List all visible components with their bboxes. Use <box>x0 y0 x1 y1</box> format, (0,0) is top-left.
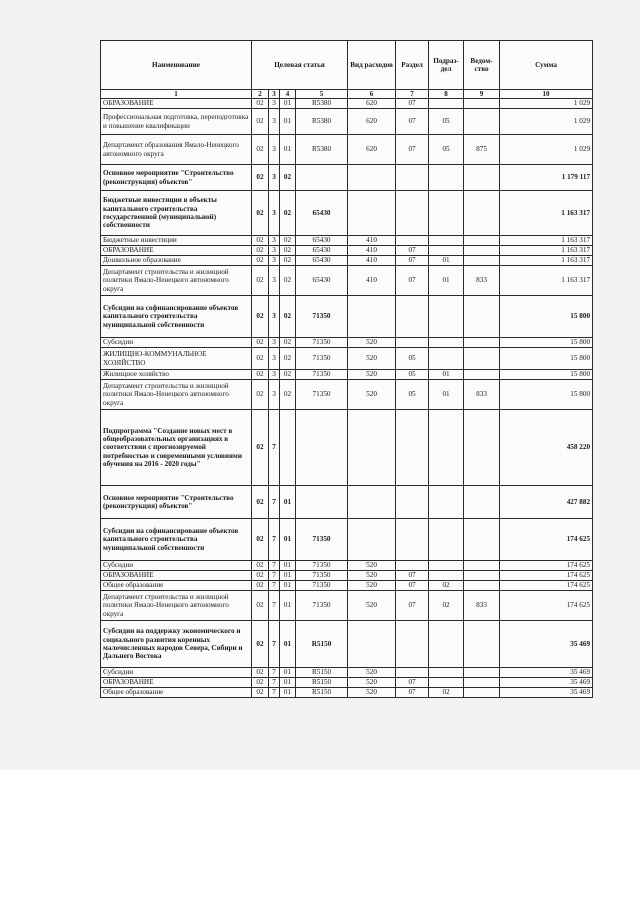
row-c6 <box>348 621 396 668</box>
row-sum: 174 625 <box>500 591 593 621</box>
row-sum: 15 800 <box>500 380 593 410</box>
row-c8: 02 <box>429 688 464 698</box>
table-row <box>101 621 593 668</box>
row-c2: 02 <box>252 380 269 410</box>
table-header-row <box>101 41 593 90</box>
row-c9 <box>464 99 500 109</box>
row-sum: 35 469 <box>500 678 593 688</box>
row-c9 <box>464 621 500 668</box>
row-c4 <box>280 410 296 486</box>
row-sum: 1 163 317 <box>500 236 593 246</box>
row-c4: 01 <box>280 668 296 678</box>
row-c3: 7 <box>269 678 280 688</box>
row-c5: 71350 <box>296 581 348 591</box>
row-sum: 174 625 <box>500 581 593 591</box>
table-row <box>101 688 593 698</box>
row-c9: 875 <box>464 135 500 165</box>
table-row <box>101 410 593 486</box>
row-c7: 07 <box>396 581 429 591</box>
row-sum: 1 179 117 <box>500 165 593 191</box>
row-sum: 458 220 <box>500 410 593 486</box>
row-c9 <box>464 348 500 370</box>
row-c9 <box>464 519 500 561</box>
row-name: Департамент образования Ямало-Ненецкого автономного округа <box>101 135 252 165</box>
row-c9: 833 <box>464 266 500 296</box>
row-c7: 05 <box>396 380 429 410</box>
row-c5: 71350 <box>296 380 348 410</box>
row-c6: 520 <box>348 338 396 348</box>
table-row <box>101 581 593 591</box>
header-subsection: Подраз-дел <box>429 41 464 90</box>
row-c4: 01 <box>280 486 296 519</box>
row-c7 <box>396 236 429 246</box>
row-c7: 05 <box>396 370 429 380</box>
row-c4: 02 <box>280 246 296 256</box>
column-number: 8 <box>429 90 464 99</box>
row-sum: 1 029 <box>500 135 593 165</box>
row-sum: 35 469 <box>500 688 593 698</box>
row-c2: 02 <box>252 256 269 266</box>
row-c5: 71350 <box>296 571 348 581</box>
table-row <box>101 348 593 370</box>
row-name: Профессиональная подготовка, переподготовка и повышение квалификации <box>101 109 252 135</box>
row-name: Бюджетные инвестиции <box>101 236 252 246</box>
row-c8 <box>429 338 464 348</box>
row-c6: 520 <box>348 688 396 698</box>
row-c4: 02 <box>280 191 296 236</box>
row-c9 <box>464 410 500 486</box>
row-c4: 01 <box>280 571 296 581</box>
row-c3: 3 <box>269 99 280 109</box>
row-c7 <box>396 338 429 348</box>
row-c8 <box>429 296 464 338</box>
row-name: Основное мероприятие "Строительство (реконструкция) объектов" <box>101 165 252 191</box>
row-c8 <box>429 99 464 109</box>
row-c5: 65430 <box>296 246 348 256</box>
row-c3: 7 <box>269 688 280 698</box>
row-c8: 05 <box>429 135 464 165</box>
row-c9 <box>464 165 500 191</box>
row-c2: 02 <box>252 519 269 561</box>
row-c6: 520 <box>348 561 396 571</box>
row-c7: 07 <box>396 109 429 135</box>
row-c2: 02 <box>252 338 269 348</box>
row-c8: 05 <box>429 109 464 135</box>
table-row <box>101 296 593 338</box>
row-c5: 71350 <box>296 338 348 348</box>
row-c8: 02 <box>429 591 464 621</box>
row-c2: 02 <box>252 296 269 338</box>
column-number: 4 <box>280 90 296 99</box>
row-c8 <box>429 246 464 256</box>
table-row <box>101 486 593 519</box>
row-c3: 3 <box>269 380 280 410</box>
row-c6: 620 <box>348 109 396 135</box>
row-c6: 620 <box>348 99 396 109</box>
row-c3: 7 <box>269 668 280 678</box>
row-c8 <box>429 348 464 370</box>
row-name: Субсидии <box>101 668 252 678</box>
row-sum: 174 625 <box>500 519 593 561</box>
table-row <box>101 99 593 109</box>
row-c2: 02 <box>252 246 269 256</box>
row-c3: 7 <box>269 519 280 561</box>
row-c8: 01 <box>429 266 464 296</box>
row-c5: 71350 <box>296 591 348 621</box>
row-c8 <box>429 236 464 246</box>
row-c9 <box>464 688 500 698</box>
row-sum: 15 800 <box>500 338 593 348</box>
row-c3: 3 <box>269 246 280 256</box>
header-expense-type: Вид расходов <box>348 41 396 90</box>
row-sum: 1 163 317 <box>500 256 593 266</box>
table-row <box>101 191 593 236</box>
row-c3: 3 <box>269 191 280 236</box>
column-number: 10 <box>500 90 593 99</box>
row-c8 <box>429 621 464 668</box>
row-c3: 3 <box>269 109 280 135</box>
row-c9 <box>464 561 500 571</box>
row-name: Субсидии на софинансирование объектов капитального строительства муниципальной собственности <box>101 519 252 561</box>
row-c5 <box>296 486 348 519</box>
header-amount: Сумма <box>500 41 593 90</box>
row-name: Бюджетные инвестиции в объекты капитального строительства государственной (муниципальной) собственности <box>101 191 252 236</box>
row-c9 <box>464 678 500 688</box>
row-sum: 35 469 <box>500 668 593 678</box>
table-row <box>101 266 593 296</box>
row-c6: 620 <box>348 135 396 165</box>
row-c5: 65430 <box>296 191 348 236</box>
header-department: Ведом-ство <box>464 41 500 90</box>
row-c3: 3 <box>269 348 280 370</box>
row-name: Общее образование <box>101 688 252 698</box>
row-c3: 3 <box>269 165 280 191</box>
row-c9 <box>464 246 500 256</box>
row-c3: 7 <box>269 621 280 668</box>
row-c9 <box>464 581 500 591</box>
column-number: 3 <box>269 90 280 99</box>
row-c6 <box>348 519 396 561</box>
table-row <box>101 380 593 410</box>
row-c5: 65430 <box>296 236 348 246</box>
row-c3: 7 <box>269 581 280 591</box>
table-row <box>101 668 593 678</box>
row-c4: 01 <box>280 99 296 109</box>
row-name: Департамент строительства и жилищной политики Ямало-Ненецкого автономного округа <box>101 380 252 410</box>
row-c8: 01 <box>429 370 464 380</box>
row-c6 <box>348 165 396 191</box>
row-c5: R5150 <box>296 688 348 698</box>
row-sum: 15 800 <box>500 348 593 370</box>
row-c3: 7 <box>269 591 280 621</box>
column-number: 6 <box>348 90 396 99</box>
row-name: ОБРАЗОВАНИЕ <box>101 99 252 109</box>
row-c2: 02 <box>252 165 269 191</box>
row-name: ЖИЛИЩНО-КОММУНАЛЬНОЕ ХОЗЯЙСТВО <box>101 348 252 370</box>
table-row <box>101 591 593 621</box>
row-c4: 01 <box>280 519 296 561</box>
row-c4: 02 <box>280 380 296 410</box>
column-number: 2 <box>252 90 269 99</box>
row-c6: 520 <box>348 678 396 688</box>
table-row <box>101 370 593 380</box>
row-name: Основное мероприятие "Строительство (реконструкция) объектов" <box>101 486 252 519</box>
row-c7: 07 <box>396 571 429 581</box>
row-c5: 71350 <box>296 370 348 380</box>
row-c9: 833 <box>464 591 500 621</box>
table-row <box>101 135 593 165</box>
row-name: Дошкольное образование <box>101 256 252 266</box>
row-c9 <box>464 256 500 266</box>
row-c2: 02 <box>252 109 269 135</box>
table-row <box>101 236 593 246</box>
row-c2: 02 <box>252 581 269 591</box>
row-c3: 3 <box>269 135 280 165</box>
row-c7: 07 <box>396 591 429 621</box>
row-c8 <box>429 486 464 519</box>
row-c7 <box>396 410 429 486</box>
row-c7 <box>396 296 429 338</box>
row-c3: 3 <box>269 338 280 348</box>
row-c9 <box>464 191 500 236</box>
row-c8 <box>429 165 464 191</box>
document-sheet <box>100 40 592 698</box>
row-c3: 3 <box>269 236 280 246</box>
row-name: Субсидии <box>101 338 252 348</box>
row-c8 <box>429 561 464 571</box>
row-name: ОБРАЗОВАНИЕ <box>101 571 252 581</box>
row-c8 <box>429 678 464 688</box>
row-c9: 833 <box>464 380 500 410</box>
row-c8: 01 <box>429 380 464 410</box>
row-c5: 71350 <box>296 296 348 338</box>
row-c9 <box>464 296 500 338</box>
row-c5 <box>296 165 348 191</box>
table-row <box>101 338 593 348</box>
row-c2: 02 <box>252 135 269 165</box>
row-sum: 427 882 <box>500 486 593 519</box>
table-row <box>101 109 593 135</box>
row-c8 <box>429 410 464 486</box>
column-number: 5 <box>296 90 348 99</box>
row-c3: 7 <box>269 410 280 486</box>
row-c4: 02 <box>280 256 296 266</box>
row-c7 <box>396 486 429 519</box>
header-target: Целевая статья <box>252 41 348 90</box>
row-c3: 7 <box>269 561 280 571</box>
row-c2: 02 <box>252 348 269 370</box>
row-c4: 02 <box>280 236 296 246</box>
row-c2: 02 <box>252 236 269 246</box>
row-c4: 02 <box>280 266 296 296</box>
row-c3: 3 <box>269 266 280 296</box>
row-c7: 07 <box>396 678 429 688</box>
row-c3: 7 <box>269 571 280 581</box>
table-row <box>101 519 593 561</box>
row-c8 <box>429 571 464 581</box>
table-row <box>101 571 593 581</box>
row-c6: 520 <box>348 348 396 370</box>
column-number: 7 <box>396 90 429 99</box>
row-c4: 01 <box>280 621 296 668</box>
row-name: ОБРАЗОВАНИЕ <box>101 678 252 688</box>
row-c7 <box>396 191 429 236</box>
row-c8: 01 <box>429 256 464 266</box>
row-c7 <box>396 519 429 561</box>
table-row <box>101 678 593 688</box>
row-c5: 65430 <box>296 256 348 266</box>
row-sum: 15 800 <box>500 296 593 338</box>
row-c4: 01 <box>280 678 296 688</box>
table-row <box>101 561 593 571</box>
row-c9 <box>464 668 500 678</box>
row-c7: 07 <box>396 688 429 698</box>
column-number: 1 <box>101 90 252 99</box>
row-c6: 520 <box>348 581 396 591</box>
row-c2: 02 <box>252 486 269 519</box>
row-sum: 1 163 317 <box>500 266 593 296</box>
row-c4: 01 <box>280 109 296 135</box>
row-c6 <box>348 191 396 236</box>
column-number: 9 <box>464 90 500 99</box>
row-c5: 71350 <box>296 519 348 561</box>
row-c2: 02 <box>252 668 269 678</box>
row-c5: 65430 <box>296 266 348 296</box>
row-c4: 02 <box>280 338 296 348</box>
row-c9 <box>464 370 500 380</box>
row-c4: 02 <box>280 348 296 370</box>
row-c4: 02 <box>280 165 296 191</box>
row-c5: R5150 <box>296 621 348 668</box>
row-c9 <box>464 571 500 581</box>
row-c9 <box>464 109 500 135</box>
row-sum: 1 163 317 <box>500 246 593 256</box>
row-c2: 02 <box>252 591 269 621</box>
row-c2: 02 <box>252 571 269 581</box>
row-c7: 07 <box>396 246 429 256</box>
row-c5: 71350 <box>296 561 348 571</box>
table-row <box>101 256 593 266</box>
row-c3: 3 <box>269 370 280 380</box>
row-c2: 02 <box>252 688 269 698</box>
row-name: Департамент строительства и жилищной политики Ямало-Ненецкого автономного округа <box>101 266 252 296</box>
row-c4: 02 <box>280 296 296 338</box>
row-sum: 1 029 <box>500 109 593 135</box>
table-row <box>101 246 593 256</box>
table-row <box>101 165 593 191</box>
row-sum: 174 625 <box>500 571 593 581</box>
row-c7 <box>396 561 429 571</box>
row-c4: 01 <box>280 135 296 165</box>
row-c6 <box>348 296 396 338</box>
row-c2: 02 <box>252 99 269 109</box>
row-c9 <box>464 236 500 246</box>
row-c7: 05 <box>396 348 429 370</box>
row-c6: 520 <box>348 380 396 410</box>
row-c6: 520 <box>348 571 396 581</box>
row-sum: 174 625 <box>500 561 593 571</box>
row-c5 <box>296 410 348 486</box>
row-sum: 1 029 <box>500 99 593 109</box>
row-c6: 410 <box>348 256 396 266</box>
row-c2: 02 <box>252 266 269 296</box>
row-c2: 02 <box>252 410 269 486</box>
row-c8 <box>429 668 464 678</box>
row-c2: 02 <box>252 191 269 236</box>
row-c6: 520 <box>348 591 396 621</box>
row-c7: 07 <box>396 99 429 109</box>
row-c9 <box>464 486 500 519</box>
row-c8 <box>429 191 464 236</box>
row-c7 <box>396 621 429 668</box>
row-c6: 410 <box>348 266 396 296</box>
row-c8 <box>429 519 464 561</box>
row-c5: R5150 <box>296 678 348 688</box>
header-name: Наименование <box>101 41 252 90</box>
row-c6 <box>348 410 396 486</box>
row-name: ОБРАЗОВАНИЕ <box>101 246 252 256</box>
row-c6: 520 <box>348 370 396 380</box>
row-c6: 410 <box>348 246 396 256</box>
row-c7: 07 <box>396 256 429 266</box>
row-c4: 01 <box>280 591 296 621</box>
row-c5: R5380 <box>296 99 348 109</box>
row-c2: 02 <box>252 621 269 668</box>
budget-table <box>100 40 593 698</box>
row-c9 <box>464 338 500 348</box>
row-sum: 1 163 317 <box>500 191 593 236</box>
row-c3: 3 <box>269 256 280 266</box>
row-c3: 3 <box>269 296 280 338</box>
row-sum: 15 800 <box>500 370 593 380</box>
row-name: Субсидии на софинансирование объектов капитального строительства муниципальной собственности <box>101 296 252 338</box>
column-number-row <box>101 90 593 99</box>
row-c6: 520 <box>348 668 396 678</box>
row-c4: 01 <box>280 581 296 591</box>
row-name: Подпрограмма "Создание новых мест в общеобразовательных организациях в соответствии с прогнозируемой потребностью и современными условиями обучения на 2016 - 2020 годы" <box>101 410 252 486</box>
row-c4: 02 <box>280 370 296 380</box>
row-c2: 02 <box>252 678 269 688</box>
row-name: Субсидии <box>101 561 252 571</box>
row-c4: 01 <box>280 561 296 571</box>
row-name: Жилищное хозяйство <box>101 370 252 380</box>
row-c7: 07 <box>396 135 429 165</box>
row-name: Субсидии на поддержку экономического и социального развития коренных малочисленных народов Севера, Сибири и Дальнего Востока <box>101 621 252 668</box>
row-c3: 7 <box>269 486 280 519</box>
row-name: Департамент строительства и жилищной политики Ямало-Ненецкого автономного округа <box>101 591 252 621</box>
row-c7 <box>396 165 429 191</box>
row-c7 <box>396 668 429 678</box>
row-c5: R5150 <box>296 668 348 678</box>
header-section: Раздел <box>396 41 429 90</box>
row-c4: 01 <box>280 688 296 698</box>
row-c2: 02 <box>252 370 269 380</box>
row-sum: 35 469 <box>500 621 593 668</box>
row-name: Общее образование <box>101 581 252 591</box>
row-c8: 02 <box>429 581 464 591</box>
row-c2: 02 <box>252 561 269 571</box>
row-c5: R5380 <box>296 109 348 135</box>
row-c7: 07 <box>396 266 429 296</box>
row-c6 <box>348 486 396 519</box>
row-c5: R5380 <box>296 135 348 165</box>
row-c6: 410 <box>348 236 396 246</box>
row-c5: 71350 <box>296 348 348 370</box>
